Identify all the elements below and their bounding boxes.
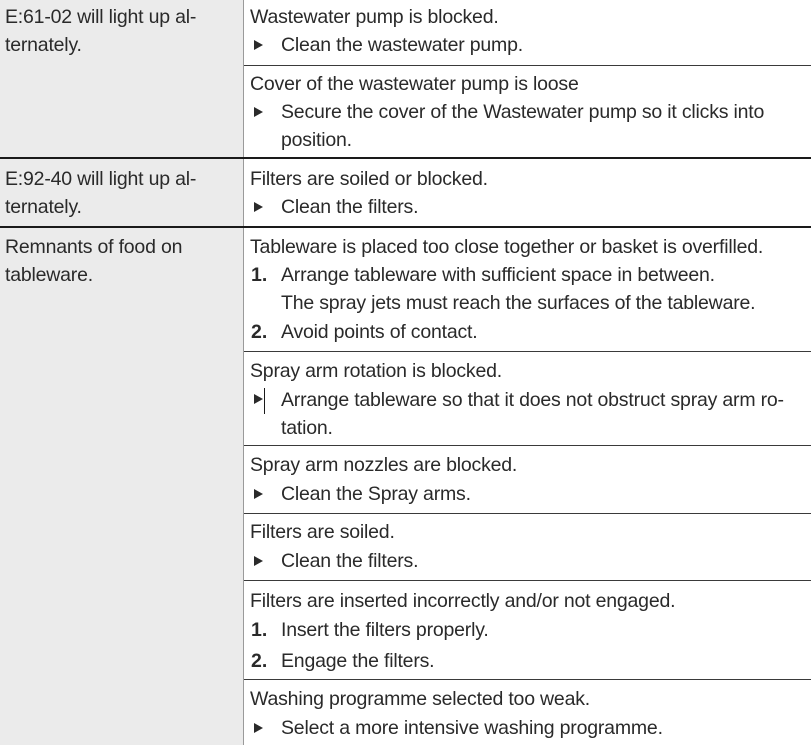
bullet-arrow-icon	[254, 202, 263, 212]
cause-text: Tableware is placed too close together or basket is overfilled.	[250, 236, 764, 258]
remedy-text: Clean the filters.	[281, 550, 419, 572]
bullet-arrow-icon	[254, 107, 263, 117]
row-divider	[0, 226, 811, 228]
remedy-text: Secure the cover of the Wastewater pump so it clicks into	[281, 101, 765, 123]
row-divider	[0, 157, 811, 159]
symptom-text: E:92-40 will light up al-	[5, 168, 197, 190]
cause-text: Filters are soiled.	[250, 521, 395, 543]
text-cursor	[264, 388, 265, 414]
bullet-arrow-icon	[254, 394, 263, 404]
cause-divider	[244, 445, 811, 446]
symptom-text: ternately.	[5, 196, 82, 218]
remedy-text: Insert the filters properly.	[281, 619, 489, 641]
remedy-text: Clean the filters.	[281, 196, 419, 218]
remedy-text: Clean the wastewater pump.	[281, 34, 523, 56]
symptom-text: E:61-02 will light up al-	[5, 6, 197, 28]
symptom-column-background	[0, 0, 243, 745]
remedy-text: tation.	[281, 417, 333, 439]
remedy-text: Arrange tableware so that it does not obstruct spray arm ro-	[281, 389, 784, 411]
cause-divider	[244, 351, 811, 352]
remedy-text: Arrange tableware with sufficient space in between.	[281, 264, 715, 286]
cause-text: Spray arm rotation is blocked.	[250, 360, 502, 382]
cause-text: Washing programme selected too weak.	[250, 688, 590, 710]
cause-text: Cover of the wastewater pump is loose	[250, 73, 579, 95]
bullet-arrow-icon	[254, 40, 263, 50]
cause-text: Wastewater pump is blocked.	[250, 6, 499, 28]
step-number: 1.	[251, 264, 268, 286]
bullet-arrow-icon	[254, 489, 263, 499]
step-number: 2.	[251, 321, 268, 343]
bullet-arrow-icon	[254, 723, 263, 733]
cause-divider	[244, 580, 811, 581]
column-divider	[243, 0, 244, 745]
bullet-arrow-icon	[254, 556, 263, 566]
cause-text: Filters are soiled or blocked.	[250, 168, 488, 190]
symptom-text: tableware.	[5, 264, 93, 286]
remedy-text: The spray jets must reach the surfaces of the tableware.	[281, 292, 756, 314]
symptom-text: ternately.	[5, 34, 82, 56]
step-number: 2.	[251, 650, 268, 672]
remedy-text: Avoid points of contact.	[281, 321, 478, 343]
remedy-text: Select a more intensive washing programme.	[281, 717, 663, 739]
remedy-text: Clean the Spray arms.	[281, 483, 471, 505]
cause-divider	[244, 513, 811, 514]
cause-divider	[244, 65, 811, 66]
cause-divider	[244, 679, 811, 680]
step-number: 1.	[251, 619, 268, 641]
cause-text: Filters are inserted incorrectly and/or not engaged.	[250, 590, 676, 612]
remedy-text: Engage the filters.	[281, 650, 435, 672]
cause-text: Spray arm nozzles are blocked.	[250, 454, 518, 476]
symptom-text: Remnants of food on	[5, 236, 183, 258]
remedy-text: position.	[281, 129, 352, 151]
